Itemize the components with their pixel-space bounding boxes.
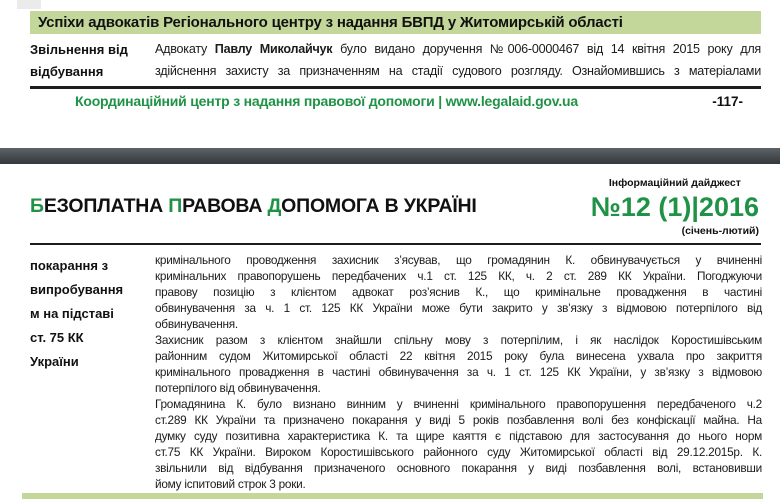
case-topic-line: Звільнення від	[30, 42, 128, 57]
case-topic-line: відбування	[30, 63, 104, 79]
text-line: обвинувачення за ч. 1 ст. 125 КК України може бути закрито у зв’язку з відмовою потерпілого від	[155, 301, 762, 315]
masthead-divider	[30, 243, 761, 245]
section-heading: Успіхи адвокатів Регіонального центру з надання БВПД у Житомирській області	[38, 14, 623, 31]
text-segment: ЕЗОПЛАТНА	[43, 195, 169, 217]
case-topic-line: ст. 75 КК	[30, 330, 84, 345]
masthead-title	[30, 195, 477, 218]
issue-number: №12 (1)|2016	[590, 192, 759, 222]
text-line: обвинувачення.	[155, 317, 238, 331]
case-topic-label-p2	[30, 254, 152, 374]
text-segment: ОПОМОГА В УКРАЇНІ	[281, 195, 477, 217]
text-line: Захисник разом з клієнтом знайшли спільну мову з потерпілим, і як наслідок Коростишівським	[155, 333, 762, 347]
text-line: кримінального провадження в частині обвинувачення за ч. 1 ст. 125 КК України, у зв’язку з відмовою	[155, 365, 762, 379]
issue-kicker: Інформаційний дайджест	[608, 177, 741, 189]
text-line: кримінальних правопорушень передбачених ч.1 ст. 125 КК, ч. 2 ст. 289 КК України. Погоджуючи	[155, 269, 762, 283]
text-segment: Д	[267, 195, 282, 217]
text-segment: Адвокату	[155, 42, 215, 56]
page-separator	[0, 148, 780, 164]
footer-divider	[30, 86, 761, 89]
text-line: кримінального проводження захисник з’ясував, що громадянин К. обвинувачується у вчиненні	[155, 253, 762, 267]
case-topic-line: покарання з	[30, 258, 109, 273]
case-text-p1	[155, 39, 761, 82]
next-section-band	[22, 493, 763, 499]
text-segment: РАВОВА	[182, 195, 268, 217]
text-segment: П	[168, 195, 183, 217]
paragraph	[155, 332, 762, 396]
page-number: -117-	[712, 94, 743, 109]
text-line: правову позицію з клієнтом адвокат роз’яснив К., що кримінальне провадження в частині	[155, 285, 762, 299]
paragraph	[155, 252, 762, 332]
text-line	[155, 39, 761, 61]
case-topic-line: м на підставі	[30, 306, 114, 321]
footer-org-and-url: Координаційний центр з надання правової допомоги | www.legalaid.gov.ua	[75, 93, 578, 109]
text-line: звільнили від відбування призначеного основного покарання у виді позбавлення волі, встановивши	[155, 461, 762, 475]
text-line: здійснення захисту за призначенням на стадії судового розгляду. Ознайомившись з матеріалами	[155, 63, 761, 78]
text-line: думку суду позитивна характеристика К. та щире каяття є підставою для застосування до нього норм	[155, 429, 762, 443]
issue-block	[591, 177, 759, 237]
paragraph	[155, 396, 762, 492]
text-line: районним судом Житомирської області 22 квітня 2015 року була винесена ухвала про закриття	[155, 349, 762, 363]
issue-period: (січень-лютий)	[681, 225, 759, 237]
text-segment: Б	[30, 195, 44, 217]
case-topic-label-p1	[30, 39, 150, 82]
section-heading-band	[30, 11, 761, 34]
page-edge-artifact	[17, 0, 41, 9]
case-topic-line: України	[30, 354, 79, 369]
text-segment: Павлу Миколайчук	[214, 42, 333, 56]
text-line: ст.289 КК України та призначено покарання у виді 5 років позбавлення волі без конфіскації майна. На	[155, 413, 762, 427]
case-body-p2	[155, 252, 762, 492]
text-line: йому іспитовий строк 3 роки.	[155, 477, 306, 491]
text-segment: було видано доручення №006-0000467 від 14 квітня 2015 року для	[332, 42, 761, 56]
text-line: Громадянина К. було визнано винним у вчиненні кримінального правопорушення передбаченого ч.2	[155, 397, 762, 411]
case-topic-line: випробування	[30, 282, 124, 297]
text-line: потерпілого від обвинувачення.	[155, 381, 321, 395]
text-line: ст.75 КК України. Вироком Коростишівського районного суду Житомирської області від 29.12.2015р. К.	[155, 445, 762, 459]
